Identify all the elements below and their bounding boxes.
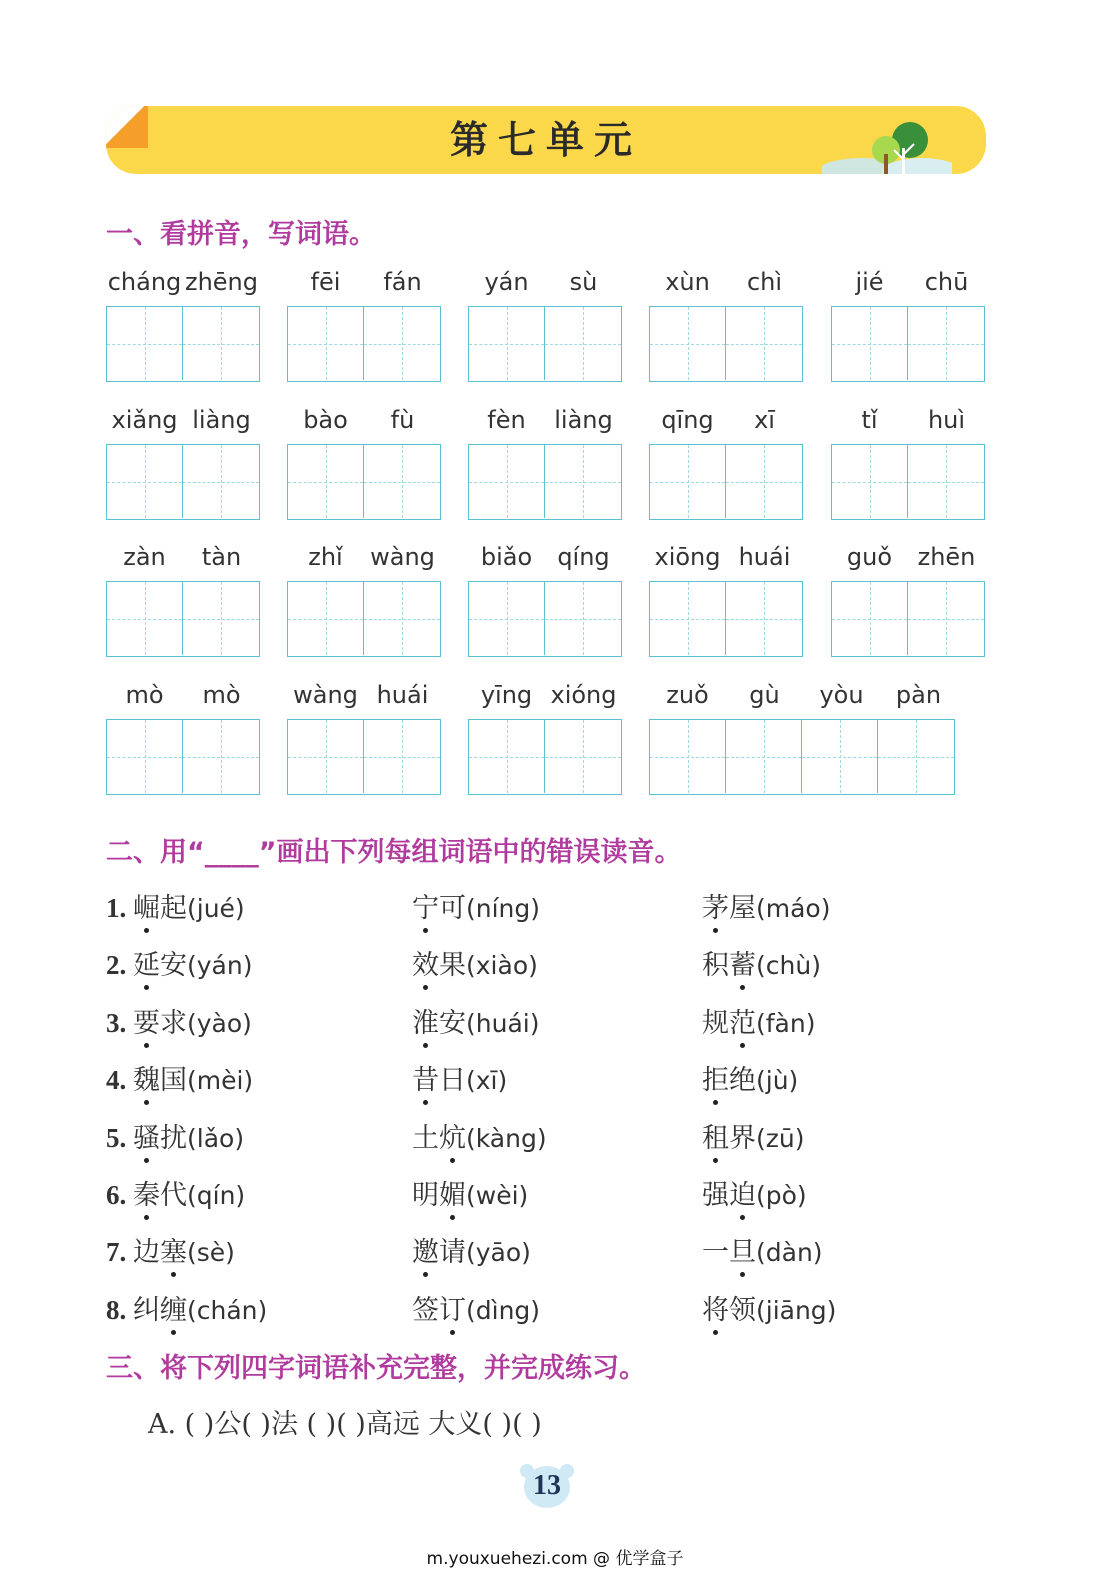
- word: [133, 1173, 187, 1212]
- char: 国: [160, 1065, 187, 1097]
- pinyin-reading[interactable]: (dìng): [466, 1295, 541, 1325]
- pinyin-row: [287, 543, 441, 575]
- pinyin-row: [106, 406, 260, 438]
- writing-cell[interactable]: [650, 720, 726, 793]
- dotted-char: 邀: [412, 1230, 439, 1269]
- writing-cell[interactable]: [802, 720, 878, 793]
- reading-item: [412, 943, 538, 982]
- writing-boxes: [287, 306, 441, 382]
- dotted-char: 塞: [160, 1230, 187, 1269]
- writing-boxes: [106, 306, 260, 382]
- writing-cell[interactable]: [469, 445, 545, 518]
- reading-item: [106, 1288, 267, 1327]
- pinyin-syllable: bào: [303, 406, 348, 434]
- writing-cell[interactable]: [364, 720, 440, 793]
- word: [133, 1116, 187, 1155]
- writing-cell[interactable]: [107, 582, 183, 655]
- pinyin-syllable: xùn: [665, 268, 710, 296]
- tree-icon: [822, 114, 952, 174]
- pinyin-row: [468, 681, 622, 713]
- char: 一: [702, 1237, 729, 1269]
- reading-item: [702, 1173, 807, 1212]
- pinyin-syllable: fù: [390, 406, 415, 434]
- pinyin-reading[interactable]: (lǎo): [187, 1123, 245, 1153]
- item-number: 6.: [106, 1180, 133, 1210]
- char: 边: [133, 1237, 160, 1269]
- pinyin-syllable: fēi: [310, 268, 341, 296]
- reading-item: [412, 1001, 539, 1040]
- writing-cell[interactable]: [650, 445, 726, 518]
- pinyin-syllable: qíng: [557, 543, 610, 571]
- dotted-char: 范: [729, 1001, 756, 1040]
- reading-item: [106, 1058, 253, 1097]
- word: [702, 1230, 756, 1269]
- char: 日: [439, 1065, 466, 1097]
- pinyin-reading[interactable]: (yāo): [466, 1238, 531, 1268]
- word: [133, 1230, 187, 1269]
- pinyin-reading[interactable]: (fàn): [756, 1008, 816, 1038]
- pinyin-syllable: pàn: [895, 681, 942, 709]
- pinyin-reading[interactable]: (xiào): [466, 951, 538, 981]
- word: [412, 1173, 466, 1212]
- writing-cell[interactable]: [183, 582, 259, 655]
- pinyin-reading[interactable]: (jù): [756, 1066, 799, 1096]
- writing-boxes: [106, 719, 260, 795]
- pinyin-syllable: xī: [754, 406, 775, 434]
- writing-cell[interactable]: [726, 582, 802, 655]
- reading-item: [412, 1288, 540, 1327]
- writing-boxes: [287, 719, 441, 795]
- pinyin-row: [468, 543, 622, 575]
- word: [133, 1288, 187, 1327]
- writing-boxes: [106, 581, 260, 657]
- writing-cell[interactable]: [545, 307, 621, 380]
- word: [133, 886, 187, 925]
- char: 土: [412, 1122, 439, 1154]
- writing-boxes: [468, 581, 622, 657]
- char: 安: [160, 950, 187, 982]
- writing-cell[interactable]: [908, 582, 984, 655]
- reading-item: [106, 943, 252, 982]
- char: 界: [729, 1122, 756, 1154]
- pinyin-syllable: biǎo: [480, 543, 533, 571]
- dotted-char: 订: [439, 1288, 466, 1327]
- pinyin-syllable: guǒ: [846, 543, 893, 571]
- pinyin-reading[interactable]: (qín): [187, 1181, 246, 1210]
- reading-item: [412, 1058, 507, 1097]
- pinyin-row: [106, 543, 260, 575]
- pinyin-row: [287, 681, 441, 713]
- reading-item: [106, 1001, 252, 1040]
- pinyin-reading[interactable]: (xī): [466, 1066, 508, 1096]
- pinyin-syllable: zhēn: [917, 543, 976, 571]
- writing-cell[interactable]: [288, 720, 364, 793]
- pinyin-syllable: mò: [202, 681, 241, 709]
- pinyin-reading[interactable]: (jué): [187, 894, 245, 923]
- reading-item: [412, 1230, 531, 1269]
- word: [702, 1288, 756, 1327]
- writing-boxes: [106, 444, 260, 520]
- pinyin-reading[interactable]: (níng): [466, 894, 541, 923]
- dotted-char: 将: [702, 1288, 729, 1327]
- pinyin-reading[interactable]: (dàn): [756, 1238, 823, 1268]
- dotted-char: 魏: [133, 1058, 160, 1097]
- char: 扰: [160, 1122, 187, 1154]
- pinyin-row: [649, 406, 803, 438]
- pinyin-row: [831, 406, 985, 438]
- item-number: 4.: [106, 1065, 133, 1096]
- pinyin-row: [287, 268, 441, 300]
- writing-cell[interactable]: [469, 307, 545, 380]
- word: [133, 943, 187, 982]
- reading-item: [702, 1058, 798, 1097]
- reading-item: [106, 886, 245, 925]
- section1-title: 一、看拼音，写词语。: [106, 219, 376, 250]
- pinyin-row: [649, 268, 803, 300]
- dotted-char: 秦: [133, 1173, 160, 1212]
- pinyin-syllable: xiōng: [654, 543, 721, 571]
- word: [702, 886, 756, 925]
- word: [702, 1173, 756, 1212]
- dotted-char: 炕: [439, 1116, 466, 1155]
- char: 积: [702, 950, 729, 982]
- writing-cell[interactable]: [364, 445, 440, 518]
- writing-boxes: [649, 719, 955, 795]
- writing-cell[interactable]: [726, 720, 802, 793]
- reading-item: [412, 1116, 547, 1155]
- pinyin-syllable: xiǎng: [111, 406, 178, 434]
- pinyin-row: [468, 268, 622, 300]
- pinyin-syllable: huì: [927, 406, 966, 434]
- writing-cell[interactable]: [545, 720, 621, 793]
- writing-cell[interactable]: [107, 445, 183, 518]
- word: [412, 1116, 466, 1155]
- item-number: 3.: [106, 1007, 133, 1038]
- pinyin-syllable: tǐ: [861, 406, 878, 434]
- reading-item: [106, 1116, 244, 1155]
- pinyin-syllable: tàn: [201, 543, 242, 571]
- page-number: 13: [533, 1470, 561, 1501]
- writing-cell[interactable]: [878, 720, 954, 793]
- char: 领: [729, 1294, 756, 1326]
- pinyin-syllable: yīng: [480, 681, 533, 709]
- pinyin-reading[interactable]: (sè): [187, 1238, 235, 1268]
- pinyin-row: [831, 543, 985, 575]
- writing-cell[interactable]: [545, 582, 621, 655]
- footer-watermark: m.youxuehezi.com @ 优学盒子: [426, 1549, 684, 1569]
- dotted-char: 旦: [729, 1230, 756, 1269]
- unit-banner: [106, 106, 986, 174]
- reading-item: [702, 943, 821, 982]
- writing-cell[interactable]: [364, 582, 440, 655]
- writing-cell[interactable]: [469, 582, 545, 655]
- pinyin-syllable: chū: [924, 268, 969, 296]
- item-number: 8.: [106, 1294, 133, 1325]
- writing-cell[interactable]: [183, 720, 259, 793]
- word: [412, 1230, 466, 1269]
- writing-cell[interactable]: [183, 445, 259, 518]
- pinyin-syllable: zhǐ: [308, 543, 343, 571]
- unit-title: 第七单元: [449, 118, 642, 162]
- writing-boxes: [468, 306, 622, 382]
- pinyin-syllable: xióng: [550, 681, 617, 709]
- dotted-char: 淮: [412, 1001, 439, 1040]
- reading-item: [702, 1001, 815, 1040]
- writing-boxes: [468, 444, 622, 520]
- char: 求: [160, 1007, 187, 1039]
- pinyin-syllable: sù: [569, 268, 598, 296]
- char: 规: [702, 1007, 729, 1039]
- fill-in-line-a: A. ( )公( )法 ( )( )高远 大义( )( ): [148, 1409, 542, 1440]
- dotted-char: 缠: [160, 1288, 187, 1327]
- pinyin-syllable: gù: [749, 681, 780, 709]
- reading-item: [412, 886, 540, 925]
- pinyin-syllable: zàn: [123, 543, 166, 571]
- pinyin-syllable: qīng: [661, 406, 714, 434]
- pinyin-reading[interactable]: (wèi): [466, 1181, 529, 1210]
- pinyin-reading[interactable]: (pò): [756, 1181, 807, 1210]
- writing-boxes: [468, 719, 622, 795]
- reading-item: [106, 1173, 245, 1212]
- word: [702, 1001, 756, 1040]
- word: [702, 1058, 756, 1097]
- word: [412, 1001, 466, 1040]
- item-number: 7.: [106, 1237, 133, 1268]
- writing-cell[interactable]: [832, 445, 908, 518]
- writing-cell[interactable]: [469, 720, 545, 793]
- pinyin-syllable: cháng: [107, 268, 182, 296]
- pinyin-syllable: liàng: [192, 406, 251, 434]
- writing-boxes: [649, 581, 803, 657]
- pinyin-row: [649, 681, 957, 713]
- dotted-char: 延: [133, 943, 160, 982]
- char: 绝: [729, 1065, 756, 1097]
- reading-item: [702, 1230, 823, 1269]
- dotted-char: 效: [412, 943, 439, 982]
- writing-cell[interactable]: [107, 307, 183, 380]
- pinyin-row: [468, 406, 622, 438]
- item-number: 5.: [106, 1122, 133, 1153]
- section3-title: 三、将下列四字词语补充完整，并完成练习。: [106, 1353, 646, 1384]
- word: [133, 1058, 187, 1097]
- pinyin-syllable: huái: [376, 681, 429, 709]
- char: 纠: [133, 1294, 160, 1326]
- pinyin-row: [106, 268, 260, 300]
- dotted-char: 茅: [702, 886, 729, 925]
- pinyin-syllable: jié: [855, 268, 884, 296]
- writing-cell[interactable]: [650, 582, 726, 655]
- word: [702, 943, 756, 982]
- dotted-char: 拒: [702, 1058, 729, 1097]
- pinyin-reading[interactable]: (kàng): [466, 1123, 547, 1153]
- pinyin-reading[interactable]: (máo): [756, 894, 831, 923]
- word: [412, 886, 466, 925]
- writing-cell[interactable]: [726, 307, 802, 380]
- writing-cell[interactable]: [183, 307, 259, 380]
- pinyin-reading[interactable]: (chù): [756, 951, 821, 981]
- pinyin-syllable: fán: [383, 268, 422, 296]
- writing-boxes: [649, 306, 803, 382]
- writing-boxes: [831, 581, 985, 657]
- reading-item: [106, 1230, 235, 1269]
- word: [133, 1001, 187, 1040]
- writing-cell[interactable]: [832, 307, 908, 380]
- char: 签: [412, 1294, 439, 1326]
- pinyin-syllable: zuǒ: [666, 681, 709, 709]
- pinyin-row: [649, 543, 803, 575]
- pinyin-syllable: yòu: [819, 681, 864, 709]
- writing-cell[interactable]: [908, 307, 984, 380]
- writing-cell[interactable]: [908, 445, 984, 518]
- reading-item: [412, 1173, 528, 1212]
- writing-cell[interactable]: [545, 445, 621, 518]
- pinyin-row: [831, 268, 985, 300]
- pinyin-syllable: chì: [746, 268, 783, 296]
- pinyin-reading[interactable]: (yào): [187, 1008, 252, 1038]
- char: 请: [439, 1237, 466, 1269]
- word: [412, 1058, 466, 1097]
- reading-item: [702, 1116, 804, 1155]
- pinyin-syllable: fèn: [487, 406, 526, 434]
- char: 强: [702, 1180, 729, 1211]
- char: 果: [439, 950, 466, 982]
- pinyin-syllable: liàng: [554, 406, 613, 434]
- pinyin-syllable: yán: [484, 268, 529, 296]
- pinyin-reading[interactable]: (zū): [756, 1123, 805, 1153]
- word: [702, 1116, 756, 1155]
- dotted-char: 崛: [133, 886, 160, 925]
- item-number: 2.: [106, 950, 133, 981]
- pinyin-syllable: zhēng: [184, 268, 259, 296]
- writing-boxes: [287, 581, 441, 657]
- writing-cell[interactable]: [650, 307, 726, 380]
- pinyin-reading[interactable]: (huái): [466, 1008, 540, 1038]
- pinyin-syllable: wàng: [293, 681, 358, 709]
- writing-cell[interactable]: [288, 445, 364, 518]
- dotted-char: 要: [133, 1001, 160, 1040]
- writing-boxes: [287, 444, 441, 520]
- writing-cell[interactable]: [832, 582, 908, 655]
- reading-item: [702, 886, 830, 925]
- writing-boxes: [831, 444, 985, 520]
- pinyin-reading[interactable]: (jiāng): [756, 1295, 837, 1325]
- char: 代: [160, 1180, 187, 1211]
- pinyin-row: [106, 681, 260, 713]
- pinyin-syllable: huái: [738, 543, 791, 571]
- writing-cell[interactable]: [364, 307, 440, 380]
- pinyin-reading[interactable]: (chán): [187, 1295, 268, 1325]
- dotted-char: 蓄: [729, 943, 756, 982]
- writing-cell[interactable]: [107, 720, 183, 793]
- writing-cell[interactable]: [288, 307, 364, 380]
- char: 起: [160, 893, 187, 924]
- char: 可: [439, 893, 466, 924]
- char: 明: [412, 1180, 439, 1211]
- dotted-char: 租: [702, 1116, 729, 1155]
- dotted-char: 骚: [133, 1116, 160, 1155]
- pinyin-syllable: mò: [125, 681, 164, 709]
- section2-title: 二、用“____”画出下列每组词语中的错误读音。: [106, 837, 682, 868]
- reading-item: [702, 1288, 836, 1327]
- pinyin-reading[interactable]: (yán): [187, 951, 253, 981]
- writing-boxes: [831, 306, 985, 382]
- pinyin-reading[interactable]: (mèi): [187, 1066, 254, 1096]
- writing-cell[interactable]: [288, 582, 364, 655]
- writing-cell[interactable]: [726, 445, 802, 518]
- char: 安: [439, 1007, 466, 1039]
- dotted-char: 宁: [412, 886, 439, 925]
- writing-boxes: [649, 444, 803, 520]
- pinyin-row: [287, 406, 441, 438]
- char: 屋: [729, 893, 756, 924]
- dotted-char: 迫: [729, 1173, 756, 1212]
- word: [412, 943, 466, 982]
- dotted-char: 昔: [412, 1058, 439, 1097]
- word: [412, 1288, 466, 1327]
- pinyin-syllable: wàng: [370, 543, 435, 571]
- dotted-char: 媚: [439, 1173, 466, 1212]
- item-number: 1.: [106, 893, 133, 923]
